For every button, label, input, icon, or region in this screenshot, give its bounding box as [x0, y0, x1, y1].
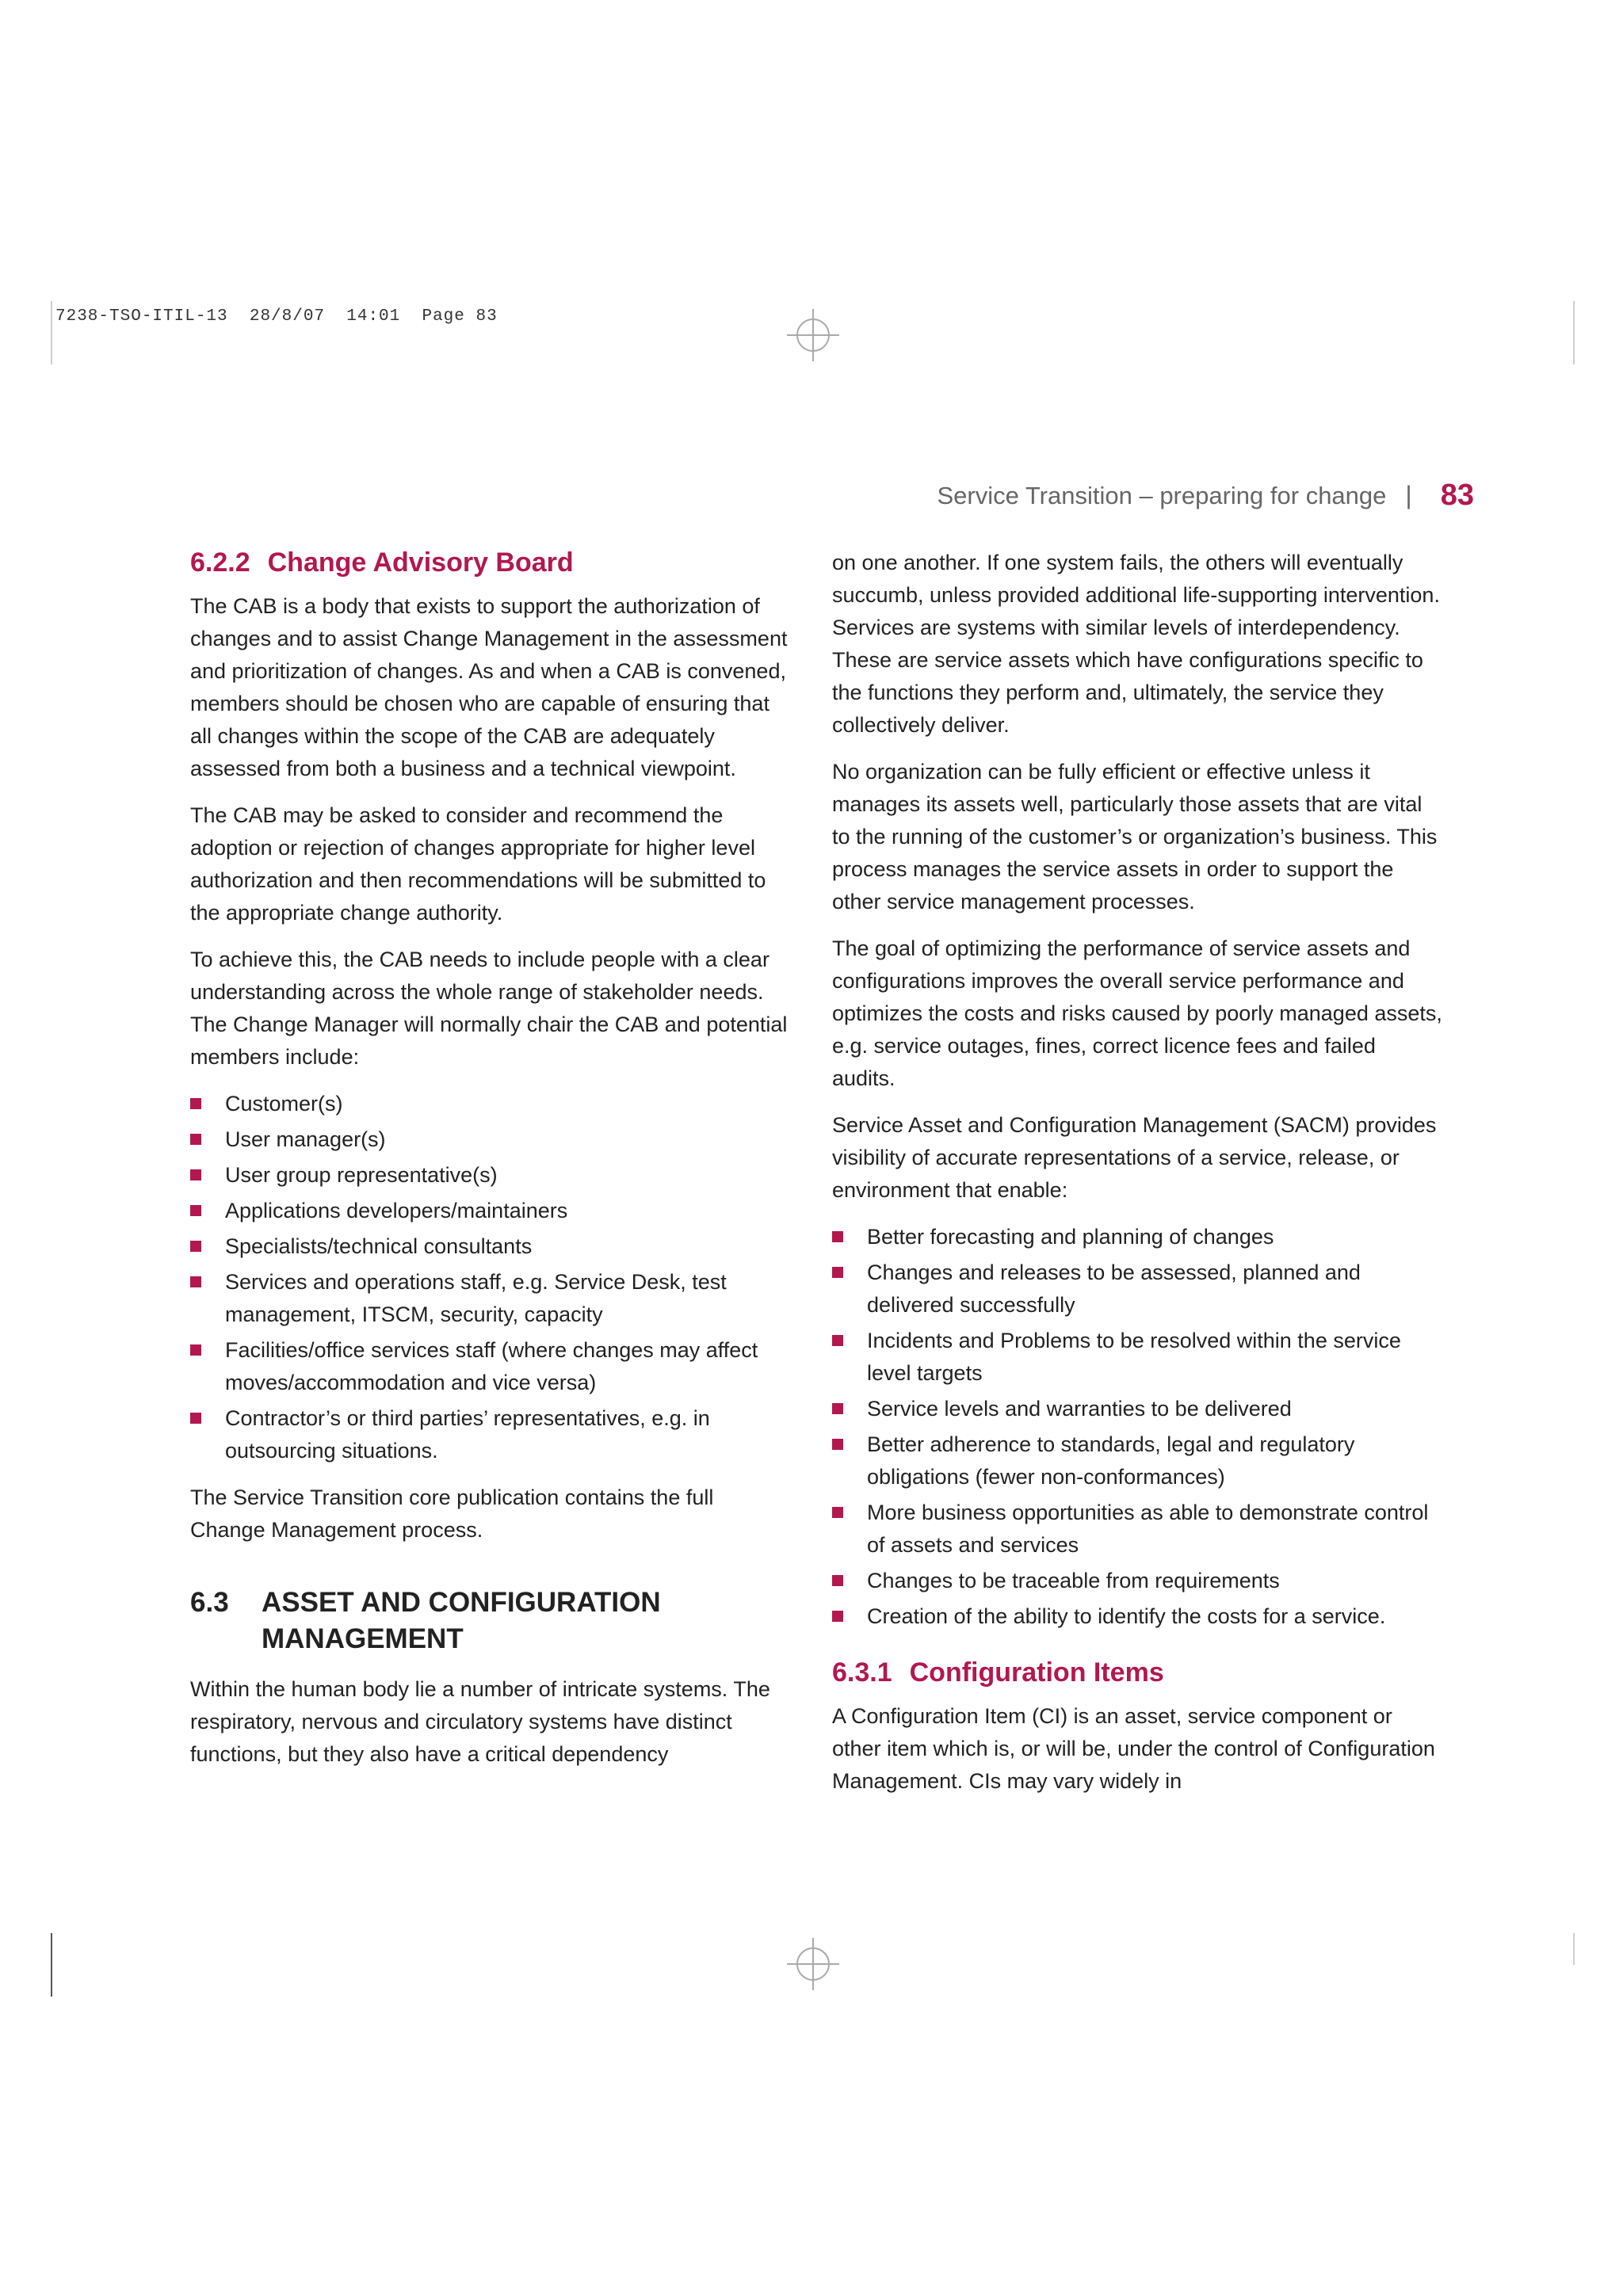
- running-head-separator: |: [1405, 481, 1412, 509]
- list-item: Better adherence to standards, legal and regulatory obligations (fewer non-conformances): [832, 1428, 1442, 1493]
- crop-mark-left-top: [51, 301, 52, 364]
- heading-configuration-items: [832, 1657, 1442, 1689]
- heading-title: Configuration Items: [909, 1657, 1164, 1688]
- list-item: Contractor’s or third parties’ representatives, e.g. in outsourcing situations.: [190, 1402, 792, 1467]
- heading-title: Change Advisory Board: [267, 547, 574, 578]
- list-item: Better forecasting and planning of changes: [832, 1221, 1442, 1253]
- paragraph: The CAB may be asked to consider and recommend the adoption or rejection of changes appropriate for higher level authorization and then recommendations will be submitted to the appropriate change authority.: [190, 803, 766, 925]
- bullet-square-icon: [832, 1507, 843, 1518]
- list-item: User group representative(s): [190, 1159, 792, 1192]
- sacm-benefits-list: [832, 1221, 1442, 1633]
- page-number: 83: [1440, 479, 1474, 512]
- bullet-square-icon: [190, 1134, 201, 1145]
- registration-mark-bottom: [796, 1947, 830, 1981]
- bullet-square-icon: [190, 1205, 201, 1216]
- bullet-square-icon: [190, 1413, 201, 1424]
- paragraph: No organization can be fully efficient or effective unless it manages its assets well, particularly those assets that are vital to the running of the customer’s or organization’s business. This process manages the service assets in order to support the other service management processes.: [832, 760, 1438, 913]
- bullet-square-icon: [832, 1439, 843, 1450]
- bullet-square-icon: [190, 1276, 201, 1287]
- bullet-square-icon: [190, 1098, 201, 1109]
- cab-members-list: [190, 1088, 792, 1467]
- list-item: Service levels and warranties to be delivered: [832, 1393, 1442, 1425]
- heading-title: ASSET AND CONFIGURATION MANAGEMENT: [262, 1586, 661, 1654]
- list-item: Facilities/office services staff (where changes may affect moves/accommodation and vice versa): [190, 1334, 792, 1399]
- bullet-square-icon: [832, 1335, 843, 1346]
- bullet-square-icon: [832, 1231, 843, 1242]
- heading-change-advisory-board: [190, 547, 792, 579]
- list-item: Specialists/technical consultants: [190, 1230, 792, 1263]
- list-item: User manager(s): [190, 1123, 792, 1156]
- paragraph: The CAB is a body that exists to support the authorization of changes and to assist Change Management in the assessment and prioritization of changes. As and when a CAB is convened, members should be chosen who are capable of ensuring that all changes within the scope of the CAB are adequately assessed from both a business and a technical viewpoint.: [190, 593, 788, 780]
- list-item: Services and operations staff, e.g. Service Desk, test management, ITSCM, security, capacity: [190, 1266, 792, 1331]
- heading-number: 6.2.2: [190, 547, 250, 578]
- crop-mark-left-bottom: [51, 1933, 52, 1997]
- paragraph: To achieve this, the CAB needs to include people with a clear understanding across the whole range of stakeholder needs. The Change Manager will normally chair the CAB and potential members include:: [190, 947, 788, 1069]
- paragraph: The goal of optimizing the performance of service assets and configurations improves the overall service performance and optimizes the costs and risks caused by poorly managed assets, e.g. service outages, fines, correct licence fees and failed audits.: [832, 936, 1442, 1090]
- running-head-title: Service Transition – preparing for change: [937, 481, 1387, 509]
- heading-asset-and-configuration-management: [190, 1585, 792, 1657]
- list-item: More business opportunities as able to demonstrate control of assets and services: [832, 1497, 1442, 1562]
- bullet-square-icon: [832, 1611, 843, 1622]
- paragraph: on one another. If one system fails, the others will eventually succumb, unless provided additional life-supporting intervention. Services are systems with similar levels of interdependency. These are service assets which have configurations specific to the functions they perform and, ultimately, the service they collectively deliver.: [832, 551, 1440, 737]
- list-item: Applications developers/maintainers: [190, 1195, 792, 1227]
- list-item: Creation of the ability to identify the costs for a service.: [832, 1600, 1442, 1633]
- bullet-square-icon: [832, 1575, 843, 1586]
- registration-mark-top: [796, 318, 830, 352]
- running-head: [935, 479, 1474, 513]
- bullet-square-icon: [190, 1241, 201, 1252]
- bullet-square-icon: [832, 1267, 843, 1278]
- bullet-square-icon: [190, 1169, 201, 1180]
- paragraph: The Service Transition core publication contains the full Change Management process.: [190, 1485, 714, 1542]
- bullet-square-icon: [190, 1344, 201, 1356]
- list-item: Incidents and Problems to be resolved within the service level targets: [832, 1325, 1442, 1390]
- right-column: [832, 547, 1442, 1812]
- list-item: Customer(s): [190, 1088, 792, 1120]
- heading-number: 6.3: [190, 1586, 229, 1618]
- paragraph: A Configuration Item (CI) is an asset, service component or other item which is, or will be, under the control of Configuration Management. CIs may vary widely in: [832, 1703, 1435, 1793]
- list-item: Changes to be traceable from requirements: [832, 1565, 1442, 1597]
- left-column: [190, 547, 792, 1785]
- heading-number: 6.3.1: [832, 1657, 892, 1688]
- paragraph: Service Asset and Configuration Management (SACM) provides visibility of accurate representations of a service, release, or environment that enable:: [832, 1113, 1437, 1202]
- paragraph: Within the human body lie a number of intricate systems. The respiratory, nervous and circulatory systems have distinct functions, but they also have a critical dependency: [190, 1676, 770, 1766]
- print-slug: 7238-TSO-ITIL-13 28/8/07 14:01 Page 83: [55, 307, 498, 326]
- crop-mark-right-bottom: [1573, 1933, 1575, 1965]
- crop-mark-right-top: [1573, 301, 1575, 364]
- bullet-square-icon: [832, 1403, 843, 1414]
- list-item: Changes and releases to be assessed, planned and delivered successfully: [832, 1257, 1442, 1322]
